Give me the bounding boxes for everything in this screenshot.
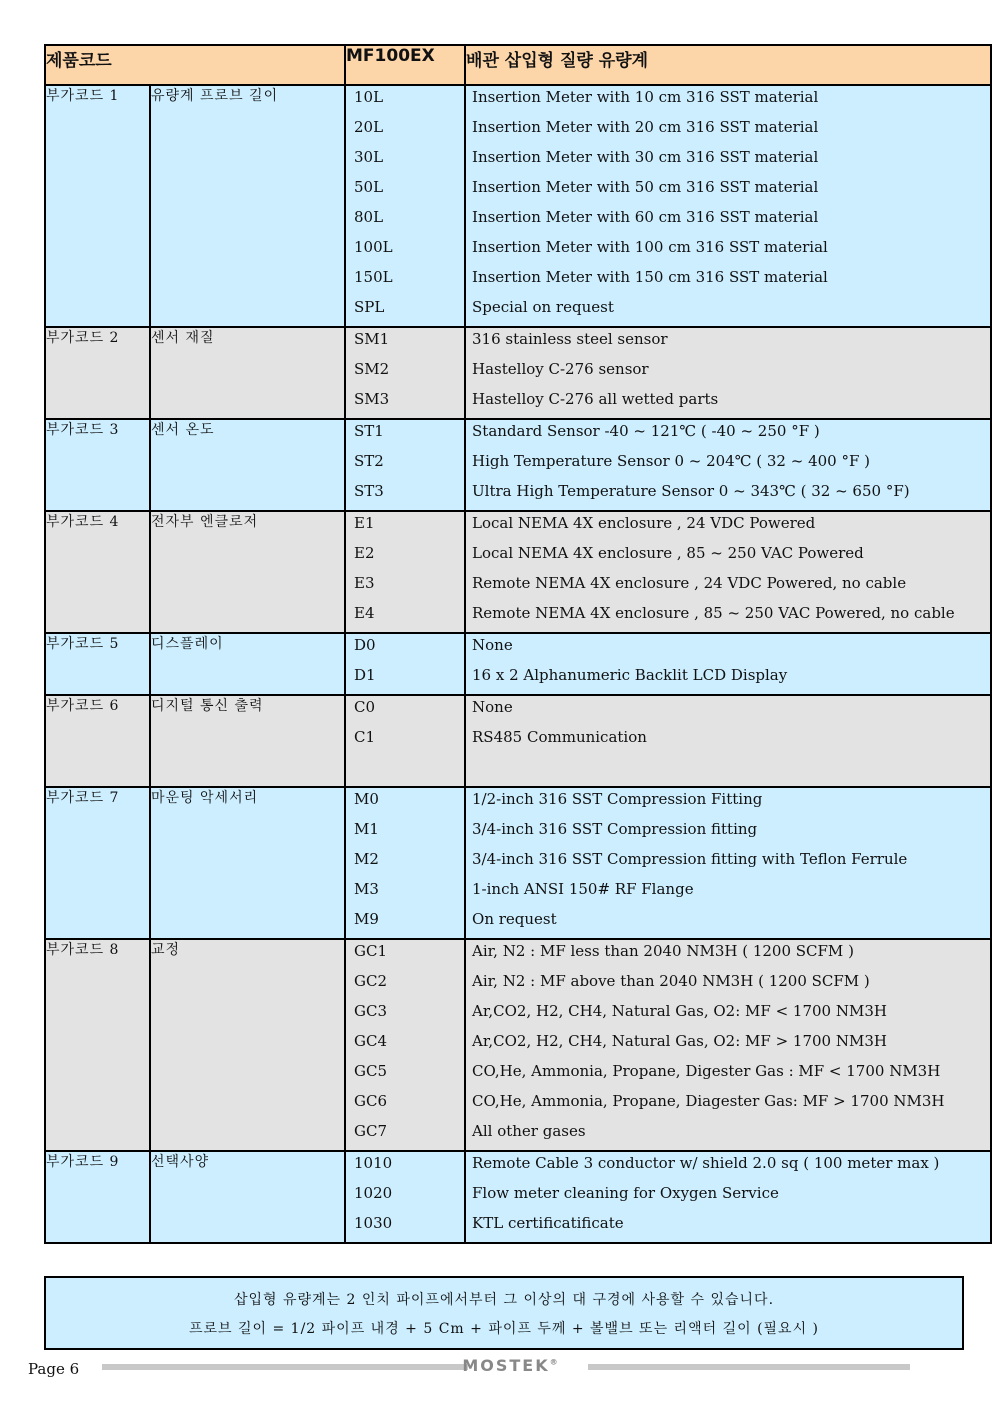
option-group-name: 유량계 프로브 길이: [150, 85, 345, 327]
option-description: Flow meter cleaning for Oxygen Service: [472, 1184, 779, 1202]
option-group-row: [45, 695, 991, 787]
option-code: [346, 756, 464, 786]
option-description: Insertion Meter with 150 cm 316 SST material: [472, 268, 828, 286]
installation-note: [44, 1276, 964, 1350]
note-line-2: 프로브 길이 = 1/2 파이프 내경 + 5 Cm + 파이프 두께 + 볼밸브 또는 리액터 길이 (필요시 ): [188, 1321, 820, 1337]
option-group-row: [45, 85, 991, 327]
option-description: Insertion Meter with 20 cm 316 SST material: [472, 118, 819, 136]
option-group-label: 부가코드 7: [45, 787, 150, 939]
option-description: CO,He, Ammonia, Propane, Digester Gas : MF < 1700 NM3H: [472, 1062, 941, 1080]
option-code: ST2: [354, 452, 384, 470]
option-code: ST3: [354, 482, 384, 500]
option-code: SM2: [354, 360, 390, 378]
footer-rule-left: [102, 1364, 468, 1370]
option-description: High Temperature Sensor 0 ~ 204℃ ( 32 ~ 400 °F ): [472, 452, 871, 470]
option-description: Hastelloy C-276 all wetted parts: [472, 390, 719, 408]
option-description: Standard Sensor -40 ~ 121℃ ( -40 ~ 250 °F ): [472, 422, 820, 440]
option-group-name: 선택사양: [150, 1151, 345, 1243]
option-group-name: 디지털 통신 출력: [150, 695, 345, 787]
option-description: CO,He, Ammonia, Propane, Diagester Gas: MF > 1700 NM3H: [472, 1092, 945, 1110]
option-description: Remote NEMA 4X enclosure , 24 VDC Powered, no cable: [472, 574, 907, 592]
mostek-logo: [452, 1356, 568, 1375]
option-desc-cell: [465, 695, 991, 787]
option-code: 100L: [354, 238, 393, 256]
option-code: 1020: [354, 1184, 393, 1202]
option-code-cell: [345, 1151, 465, 1243]
option-description: Ar,CO2, H2, CH4, Natural Gas, O2: MF > 1700 NM3H: [472, 1032, 887, 1050]
option-description: 316 stainless steel sensor: [472, 330, 668, 348]
option-code-cell: [345, 939, 465, 1151]
option-code-cell: [345, 511, 465, 633]
option-description: Insertion Meter with 10 cm 316 SST material: [472, 88, 819, 106]
option-desc-cell: [465, 327, 991, 419]
option-code-cell: [345, 787, 465, 939]
option-code: E1: [354, 514, 375, 532]
option-code: 150L: [354, 268, 393, 286]
header-title: 배관 삽입형 질량 유량계: [465, 45, 991, 85]
registered-mark: ®: [549, 1357, 558, 1367]
spec-table: [44, 44, 992, 1244]
option-description: Remote NEMA 4X enclosure , 85 ~ 250 VAC Powered, no cable: [472, 604, 955, 622]
footer-rule-right: [588, 1364, 910, 1370]
option-code: M1: [354, 820, 379, 838]
option-description: Air, N2 : MF less than 2040 NM3H ( 1200 SCFM ): [472, 942, 854, 960]
option-description: 3/4-inch 316 SST Compression fitting: [472, 820, 758, 838]
option-description: Hastelloy C-276 sensor: [472, 360, 649, 378]
option-description: 16 x 2 Alphanumeric Backlit LCD Display: [472, 666, 788, 684]
option-code: 20L: [354, 118, 384, 136]
option-code: GC4: [354, 1032, 388, 1050]
option-code: GC2: [354, 972, 388, 990]
option-code: E2: [354, 544, 375, 562]
option-group-row: [45, 787, 991, 939]
option-desc-cell: [465, 511, 991, 633]
option-code-cell: [345, 419, 465, 511]
option-desc-cell: [465, 633, 991, 695]
option-code: ST1: [354, 422, 384, 440]
option-group-name: 전자부 엔클로저: [150, 511, 345, 633]
option-description: 1/2-inch 316 SST Compression Fitting: [472, 790, 763, 808]
page-number: Page 6: [28, 1360, 80, 1378]
option-code: GC7: [354, 1122, 388, 1140]
option-description: Insertion Meter with 30 cm 316 SST material: [472, 148, 819, 166]
option-group-name: 디스플레이: [150, 633, 345, 695]
option-code: 80L: [354, 208, 384, 226]
page-footer: [28, 1358, 968, 1380]
option-description: 3/4-inch 316 SST Compression fitting with Teflon Ferrule: [472, 850, 908, 868]
option-group-label: 부가코드 6: [45, 695, 150, 787]
option-group-row: [45, 511, 991, 633]
option-group-name: 교정: [150, 939, 345, 1151]
option-code: E3: [354, 574, 375, 592]
option-code: GC3: [354, 1002, 388, 1020]
option-group-name: 센서 재질: [150, 327, 345, 419]
option-code-cell: [345, 695, 465, 787]
option-group-row: [45, 419, 991, 511]
option-code-cell: [345, 327, 465, 419]
option-description: On request: [472, 910, 557, 928]
option-code: M9: [354, 910, 379, 928]
option-code: 1030: [354, 1214, 393, 1232]
option-code-cell: [345, 633, 465, 695]
option-description: All other gases: [472, 1122, 586, 1140]
option-desc-cell: [465, 85, 991, 327]
option-description: Ar,CO2, H2, CH4, Natural Gas, O2: MF < 1700 NM3H: [472, 1002, 887, 1020]
option-code: M3: [354, 880, 379, 898]
option-code: SM3: [354, 390, 390, 408]
option-code: C1: [354, 728, 376, 746]
option-description: Air, N2 : MF above than 2040 NM3H ( 1200 SCFM ): [472, 972, 870, 990]
option-code-cell: [345, 85, 465, 327]
option-code: GC5: [354, 1062, 388, 1080]
option-group-label: 부가코드 9: [45, 1151, 150, 1243]
option-description: Local NEMA 4X enclosure , 24 VDC Powered: [472, 514, 816, 532]
option-group-label: 부가코드 1: [45, 85, 150, 327]
option-group-label: 부가코드 5: [45, 633, 150, 695]
option-code: C0: [354, 698, 376, 716]
option-group-label: 부가코드 4: [45, 511, 150, 633]
option-code: SM1: [354, 330, 390, 348]
option-description: Ultra High Temperature Sensor 0 ~ 343℃ ( 32 ~ 650 °F): [472, 482, 910, 500]
header-row: [45, 45, 991, 85]
option-code: SPL: [354, 298, 385, 316]
option-group-row: [45, 633, 991, 695]
option-code: 1010: [354, 1154, 393, 1172]
option-code: D1: [354, 666, 376, 684]
option-group-row: [45, 327, 991, 419]
option-description: Insertion Meter with 60 cm 316 SST material: [472, 208, 819, 226]
option-group-row: [45, 1151, 991, 1243]
option-group-name: 센서 온도: [150, 419, 345, 511]
option-code: GC1: [354, 942, 388, 960]
option-desc-cell: [465, 939, 991, 1151]
option-group-label: 부가코드 2: [45, 327, 150, 419]
logo-text: MOSTEK: [462, 1356, 550, 1375]
note-line-1: 삽입형 유량계는 2 인치 파이프에서부터 그 이상의 대 구경에 사용할 수 있습니다.: [233, 1292, 775, 1308]
option-code: GC6: [354, 1092, 388, 1110]
option-code: E4: [354, 604, 375, 622]
option-description: Local NEMA 4X enclosure , 85 ~ 250 VAC Powered: [472, 544, 864, 562]
option-code: M0: [354, 790, 379, 808]
option-group-label: 부가코드 3: [45, 419, 150, 511]
option-description: KTL certificatificate: [472, 1214, 624, 1232]
option-code: 50L: [354, 178, 384, 196]
option-code: D0: [354, 636, 376, 654]
option-description: 1-inch ANSI 150# RF Flange: [472, 880, 694, 898]
option-description: [466, 756, 990, 786]
option-description: None: [472, 698, 513, 716]
option-desc-cell: [465, 419, 991, 511]
option-description: Insertion Meter with 100 cm 316 SST material: [472, 238, 828, 256]
option-code: 10L: [354, 88, 384, 106]
option-group-name: 마운팅 악세서리: [150, 787, 345, 939]
option-group-row: [45, 939, 991, 1151]
option-code: 30L: [354, 148, 384, 166]
header-model: MF100EX: [345, 45, 465, 85]
option-group-label: 부가코드 8: [45, 939, 150, 1151]
option-desc-cell: [465, 1151, 991, 1243]
option-desc-cell: [465, 787, 991, 939]
option-description: Remote Cable 3 conductor w/ shield 2.0 sq ( 100 meter max ): [472, 1154, 940, 1172]
option-description: Insertion Meter with 50 cm 316 SST material: [472, 178, 819, 196]
option-description: None: [472, 636, 513, 654]
option-code: M2: [354, 850, 379, 868]
option-description: RS485 Communication: [472, 728, 647, 746]
header-product-code: 제품코드: [45, 45, 345, 85]
option-description: Special on request: [472, 298, 614, 316]
